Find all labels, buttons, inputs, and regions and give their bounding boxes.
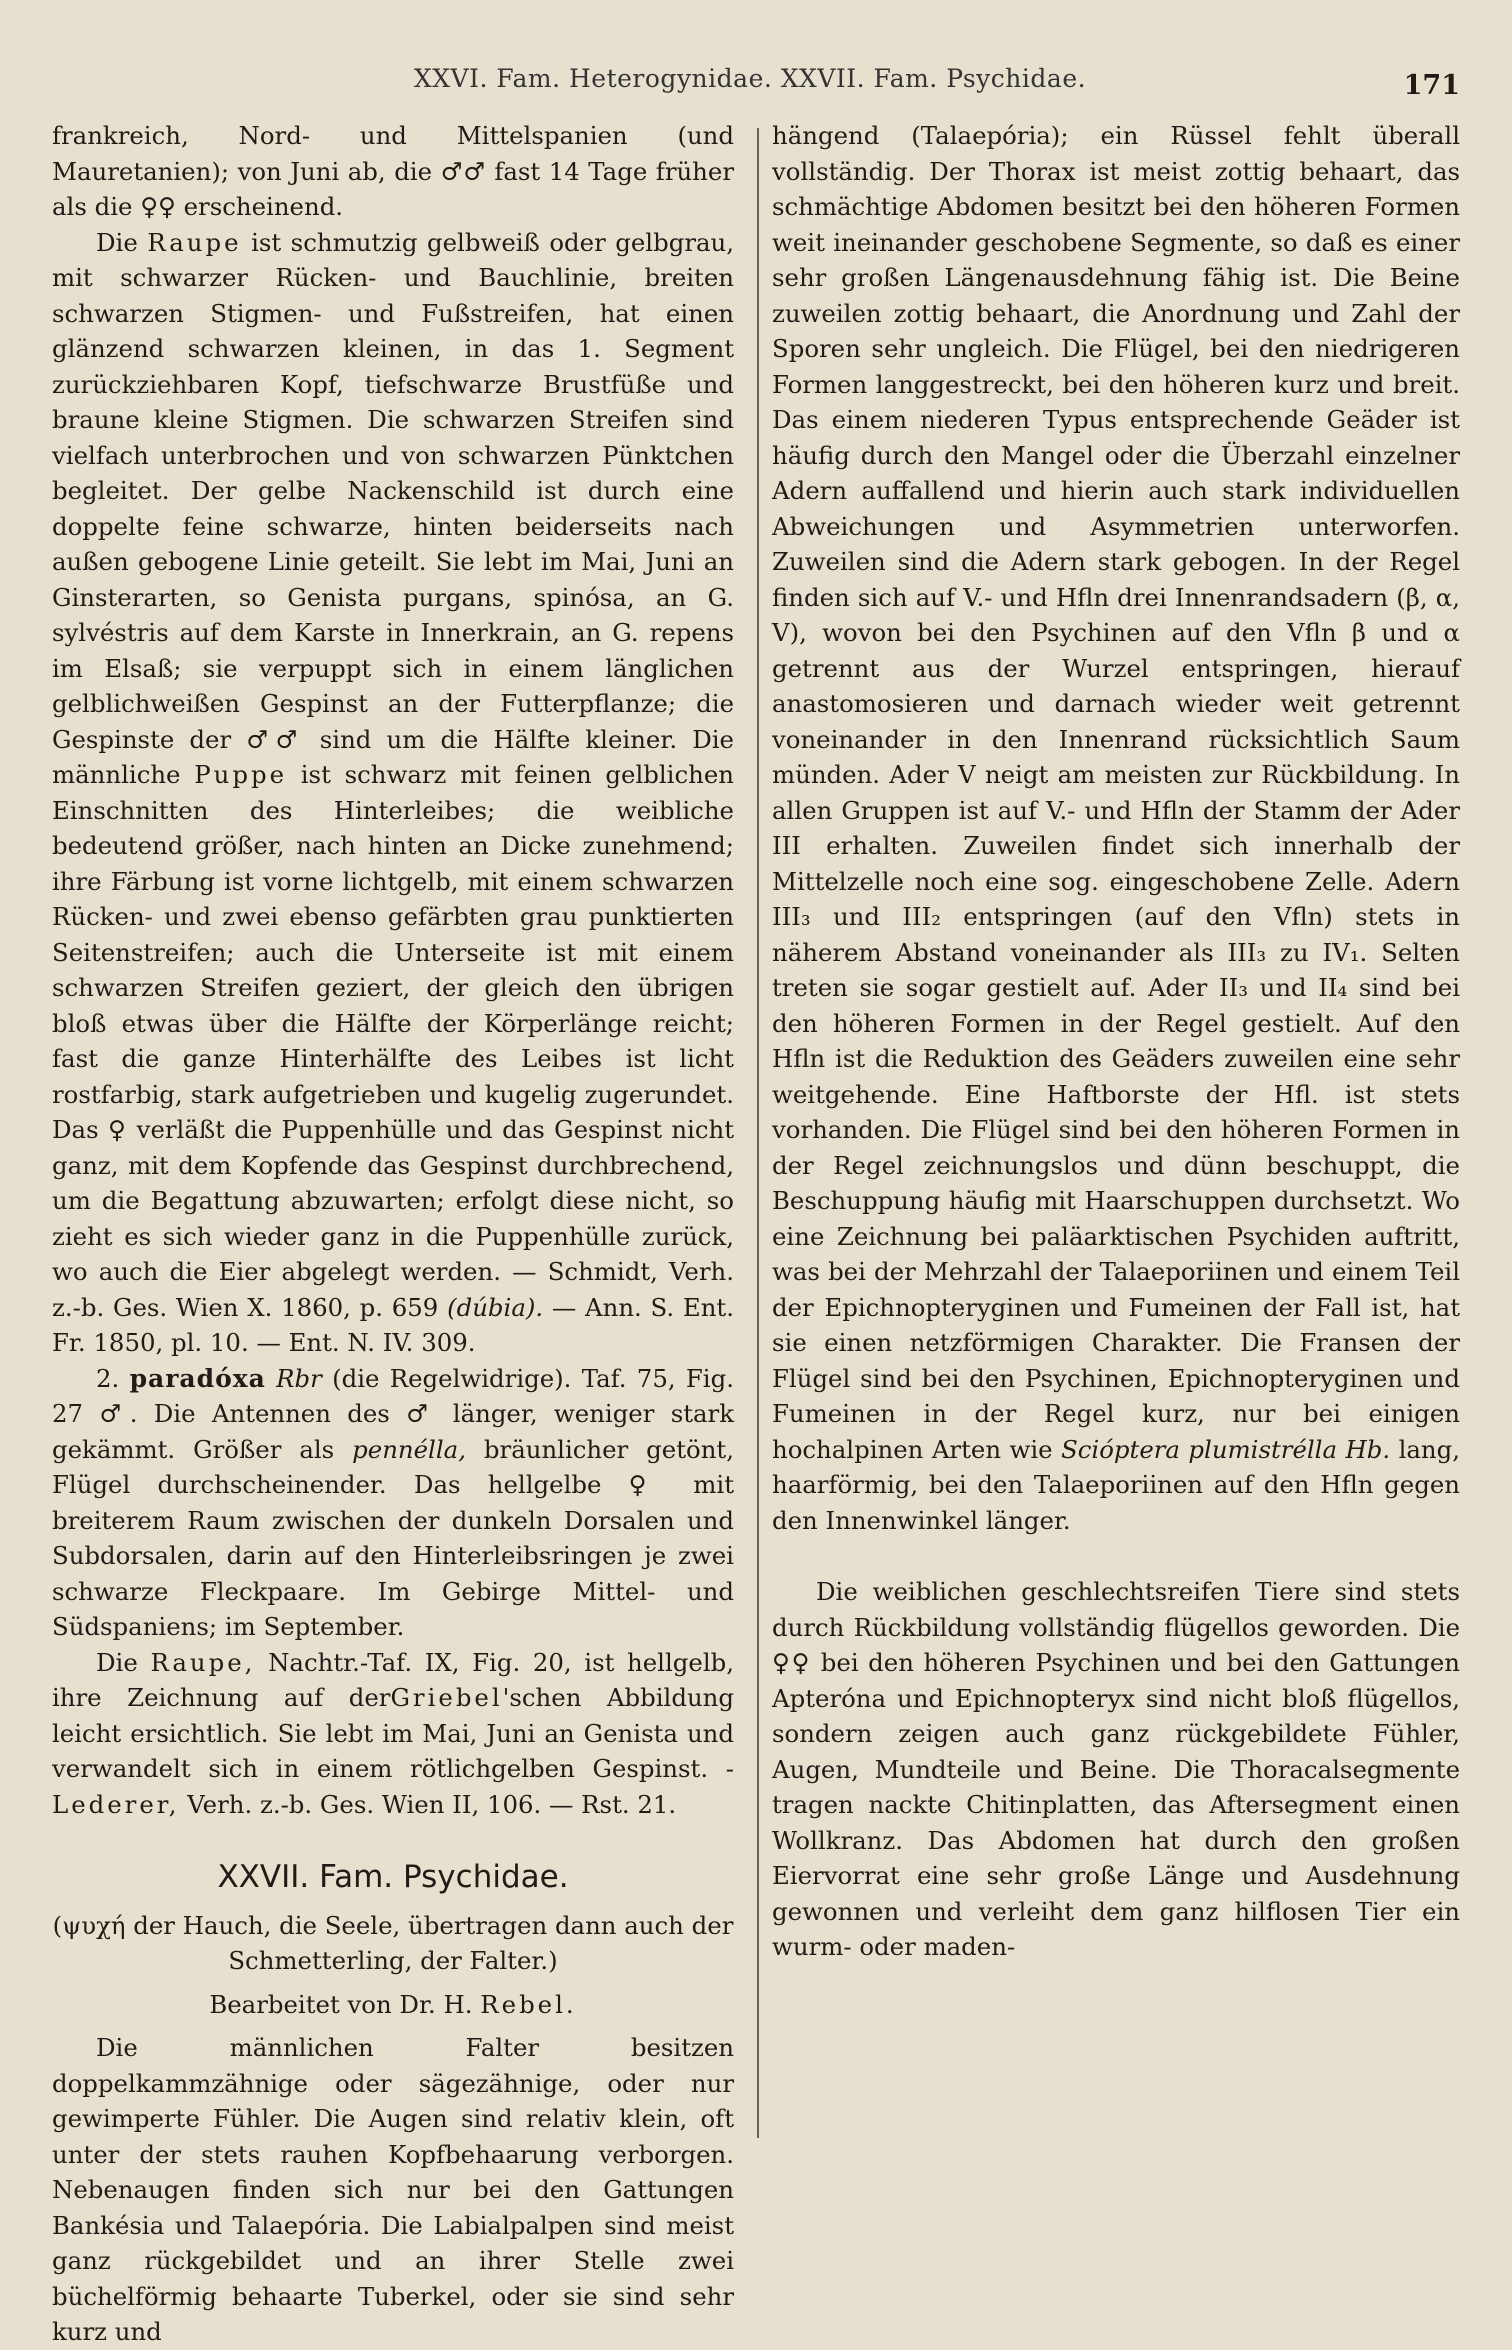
paragraph-intro: Die männlichen Falter besitzen doppelkammzähnige oder sägezähnige, oder nur gewimperte Fühler. Die Augen sind relativ klein, oft unter der stets rauhen Kopfbehaarung verborgen. Nebenaugen finden sich nur bei den Gattungen Bankésia und Talaepória. Die Labialpalpen sind meist ganz rückgebildet und an ihrer Stelle zwei büchelförmig behaarte Tuberkel, oder sie sind sehr kurz und [52,2033,734,2346]
paragraph-raupe-paradoxa: Die Raupe, Nachtr.-Taf. IX, Fig. 20, ist hellgelb, ihre Zeichnung auf derGriebel'schen Abbildung leicht ersichtlich. Sie lebt im Mai, Juni an Genista und verwandelt sich in einem rötlichgelben Gespinst. - Lederer, Verh. z.-b. Ges. Wien II, 106. — Rst. 21. [52,1647,735,1819]
name-lederer: Lederer, [52,1789,180,1819]
column-divider [757,128,759,2138]
name-griebel: Griebel [390,1683,503,1712]
term-puppe: Puppe [194,760,288,789]
paragraph-gap [772,1538,1460,1574]
paragraph-females: Die weiblichen geschlechtsreifen Tiere sind stets durch Rückbildung vollständig flügellos geworden. Die ♀♀ bei den höheren Psychinen und bei den Gattungen Apteróna und Epichnopteryx sind nicht bloß flügellos, sondern zeigen auch ganz rückgebildete Fühler, Augen, Mundteile und Beine. Die Thoracalsegmente tragen nackte Chitinplatten, das Aftersegment einen Wollkranz. Das Abdomen hat durch den großen Eiervorrat eine sehr große Länge und Ausdehnung gewonnen und verleiht dem ganz hilflosen Tier ein wurm- oder maden- [772,1577,1460,1961]
term-pennella: pennélla, [352,1434,466,1464]
author-name: Rebel. [480,1989,577,2019]
species-entry-paradoxa: 2. paradóxa Rbr (die Regelwidrige). Taf. 75, Fig. 27 ♂. Die Antennen des ♂ länger, weniger stark gekämmt. Größer als pennélla, bräunlicher getönt, Flügel durchscheinender. Das hellgelbe ♀ mit breiterem Raum zwischen der dunkeln Dorsalen und Subdorsalen, darin auf den Hinterleibsringen je zwei schwarze Fleckpaare. Im Gebirge Mittel- und Südspaniens; im September. [52,1363,734,1641]
species-name: paradóxa [129,1363,266,1393]
page-header [40,64,1460,104]
page-number: 171 [1403,70,1460,101]
etymology-note: (ψυχή der Hauch, die Seele, übertragen dann auch der Schmetterling, der Falter.) [52,1910,734,1975]
paragraph-continuation: frankreich, Nord- und Mittelspanien (und Mauretanien); von Juni ab, die ♂♂ fast 14 Tage früher als die ♀♀ erscheinend. [52,121,734,221]
term-raupe: Raupe [147,227,242,257]
species-author: Rbr [276,1363,322,1393]
running-title: XXVI. Fam. Heterogynidae. XXVII. Fam. Psychidae. [413,64,1087,93]
section-title: XXVII. Fam. Psychidae. [217,1859,569,1895]
term-raupe-2: Raupe, [150,1647,256,1677]
left-column [52,118,735,2346]
author-line: Bearbeitet von Dr. H. Rebel. [209,1989,577,2019]
paragraph-morphology: hängend (Talaepória); ein Rüssel fehlt überall vollständig. Der Thorax ist meist zottig behaart, das schmächtige Abdomen besitzt bei den höheren Formen weit ineinander geschobene Segmente, so daß es einer sehr großen Längenausdehnung fähig ist. Die Beine zuweilen zottig behaart, die Anordnung und Zahl der Sporen sehr ungleich. Die Flügel, bei den niedrigeren Formen langgestreckt, bei den höheren kurz und breit. Das einem niederen Typus entsprechende Geäder ist häufig durch den Mangel oder die Überzahl einzelner Adern auffallend und hierin auch stark individuellen Abweichungen und Asymmetrien unterworfen. Zuweilen sind die Adern stark gebogen. In der Regel finden sich auf V.- und Hfln drei Innenrandsadern (β, α, V), wovon bei den Psychinen auf den Vfln β und α getrennt aus der Wurzel entspringen, hierauf anastomosieren und darnach wieder weit getrennt voneinander in den Innenrand rücksichtlich Saum münden. Ader V neigt am meisten zur Rückbildung. In allen Gruppen ist auf V.- und Hfln der Stamm der Ader III erhalten. Zuweilen findet sich innerhalb der Mittelzelle noch eine sog. eingeschobene Zelle. Adern III₃ und III₂ entspringen (auf den Vfln) stets in näherem Abstand voneinander als III₃ zu IV₁. Selten treten sie sogar gestielt auf. Ader II₃ und II₄ sind bei den höheren Formen in der Regel gestielt. Auf den Hfln ist die Reduktion des Geäders zuweilen eine sehr weitgehende. Eine Haftborste der Hfl. ist stets vorhanden. Die Flügel sind bei den höheren Formen in der Regel zeichnungslos und dünn beschuppt, die Beschuppung häufig mit Haarschuppen durchsetzt. Wo eine Zeichnung bei paläarktischen Psychiden auftritt, was bei der Mehrzahl der Talaeporiinen und einem Teil der Epichnopteryginen und Fumeinen der Fall ist, hat sie einen netzförmigen Charakter. Die Fransen der Flügel sind bei den Psychinen, Epichnopteryginen und Fumeinen in der Regel kurz, nur bei einigen hochalpinen Arten wie Scióptera plumistrélla Hb. lang, haarförmig, bei den Talaeporiinen auf den Hfln gegen den Innenwinkel länger. [772,121,1460,1535]
term-dubia: (dúbia). [447,1292,544,1322]
species-sciopera: Scióptera plumistrélla Hb. [1061,1434,1391,1464]
paragraph-raupe: Die Raupe ist schmutzig gelbweiß oder gelbgrau, mit schwarzer Rücken- und Bauchlinie, breiten schwarzen Stigmen- und Fußstreifen, hat einen glänzend schwarzen kleinen, in das 1. Segment zurückziehbaren Kopf, tiefschwarze Brustfüße und braune kleine Stigmen. Die schwarzen Streifen sind vielfach unterbrochen und von schwarzen Pünktchen begleitet. Der gelbe Nackenschild ist durch eine doppelte feine schwarze, hinten beiderseits nach außen gebogene Linie geteilt. Sie lebt im Mai, Juni an Ginsterarten, so Genista purgans, spinósa, an G. sylvéstris auf dem Karste in Innerkrain, an G. repens im Elsaß; sie verpuppt sich in einem länglichen gelblichweißen Gespinst an der Futterpflanze; die Gespinste der ♂♂ sind um die Hälfte kleiner. Die männliche Puppe ist schwarz mit feinen gelblichen Einschnitten des Hinterleibes; die weibliche bedeutend größer, nach hinten an Dicke zunehmend; ihre Färbung ist vorne lichtgelb, mit einem schwarzen Rücken- und zwei ebenso gefärbten grau punktierten Seitenstreifen; auch die Unterseite ist mit einem schwarzen Streifen geziert, der gleich den übrigen bloß etwas über die Hälfte der Körperlänge reicht; fast die ganze Hinterhälfte des Leibes ist licht rostfarbig, stark aufgetrieben und kugelig zugerundet. Das ♀ verläßt die Puppenhülle und das Gespinst nicht ganz, mit dem Kopfende das Gespinst durchbrechend, um die Begattung abzuwarten; erfolgt diese nicht, so zieht es sich wieder ganz in die Puppenhülle zurück, wo auch die Eier abgelegt werden. — Schmidt, Verh. z.-b. Ges. Wien X. 1860, p. 659 (dúbia). — Ann. S. Ent. Fr. 1850, pl. 10. — Ent. N. IV. 309. [52,227,734,1357]
right-column [772,118,1460,2176]
